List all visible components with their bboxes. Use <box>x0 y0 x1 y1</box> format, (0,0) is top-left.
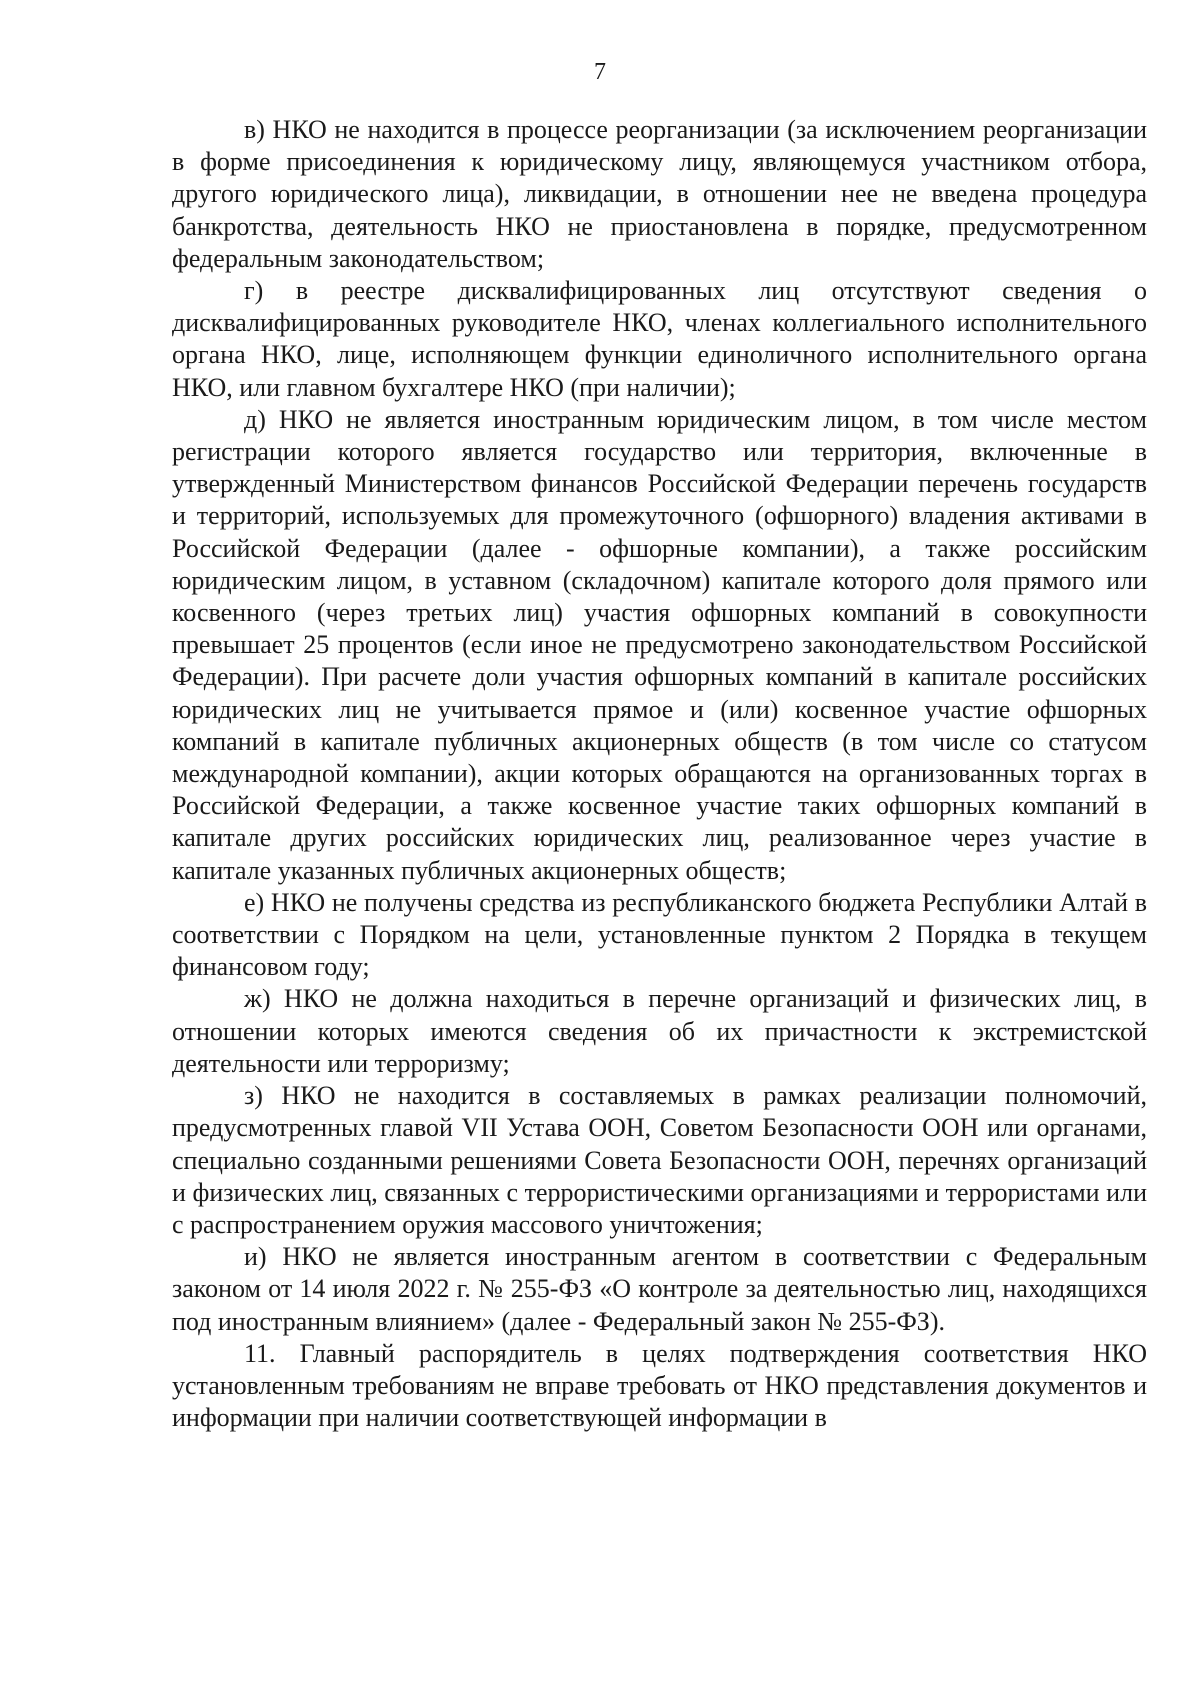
paragraph-v: в) НКО не находится в процессе реорганизации (за исключением реорганизации в форме присоединения к юридическому лицу, являющемуся участником отбора, другого юридического лица), ликвидации, в отношении нее не введена процедура банкротства, деятельность НКО не приостановлена в порядке, предусмотренном федеральным законодательством; <box>172 115 1147 273</box>
paragraph-e: е) НКО не получены средства из республиканского бюджета Республики Алтай в соответствии с Порядком на цели, установленные пунктом 2 Порядка в текущем финансовом году; <box>172 887 1147 982</box>
paragraph-z: з) НКО не находится в составляемых в рамках реализации полномочий, предусмотренных главой VII Устава ООН, Советом Безопасности ООН или органами, специально созданными решениями Совета Безопасности ООН, перечнях организаций и физических лиц, связанных с террористическими организациями и террористами или с распространением оружия массового уничтожения; <box>172 1081 1147 1239</box>
document-body <box>172 114 1147 1434</box>
paragraph-zh: ж) НКО не должна находиться в перечне организаций и физических лиц, в отношении которых имеются сведения об их причастности к экстремистской деятельности или терроризму; <box>172 984 1147 1078</box>
paragraph-d: д) НКО не является иностранным юридическим лицом, в том числе местом регистрации которого является государство или территория, включенные в утвержденный Министерством финансов Российской Федерации перечень государств и территорий, используемых для промежуточного (офшорного) владения активами в Российской Федерации (далее - офшорные компании), а также российским юридическим лицом, в уставном (складочном) капитале которого доля прямого или косвенного (через третьих лиц) участия офшорных компаний в совокупности превышает 25 процентов (если иное не предусмотрено законодательством Российской Федерации). При расчете доли участия офшорных компаний в капитале российских юридических лиц не учитывается прямое и (или) косвенное участие офшорных компаний в капитале публичных акционерных обществ (в том числе со статусом международной компании), акции которых обращаются на организованных торгах в Российской Федерации, а также косвенное участие таких офшорных компаний в капитале других российских юридических лиц, реализованное через участие в капитале указанных публичных акционерных обществ; <box>172 404 1147 885</box>
page-number: 7 <box>594 59 606 85</box>
paragraph-g: г) в реестре дисквалифицированных лиц отсутствуют сведения о дисквалифицированных руководителе НКО, членах коллегиального исполнительного органа НКО, лице, исполняющем функции единоличного исполнительного органа НКО, или главном бухгалтере НКО (при наличии); <box>172 276 1147 402</box>
paragraph-11: 11. Главный распорядитель в целях подтверждения соответствия НКО установленным требованиям не вправе требовать от НКО представления документов и информации при наличии соответствующей информации в <box>172 1338 1147 1433</box>
paragraph-i: и) НКО не является иностранным агентом в соответствии с Федеральным законом от 14 июля 2022 г. № 255-ФЗ «О контроле за деятельностью лиц, находящихся под иностранным влиянием» (далее - Федеральный закон № 255-ФЗ). <box>172 1242 1147 1336</box>
